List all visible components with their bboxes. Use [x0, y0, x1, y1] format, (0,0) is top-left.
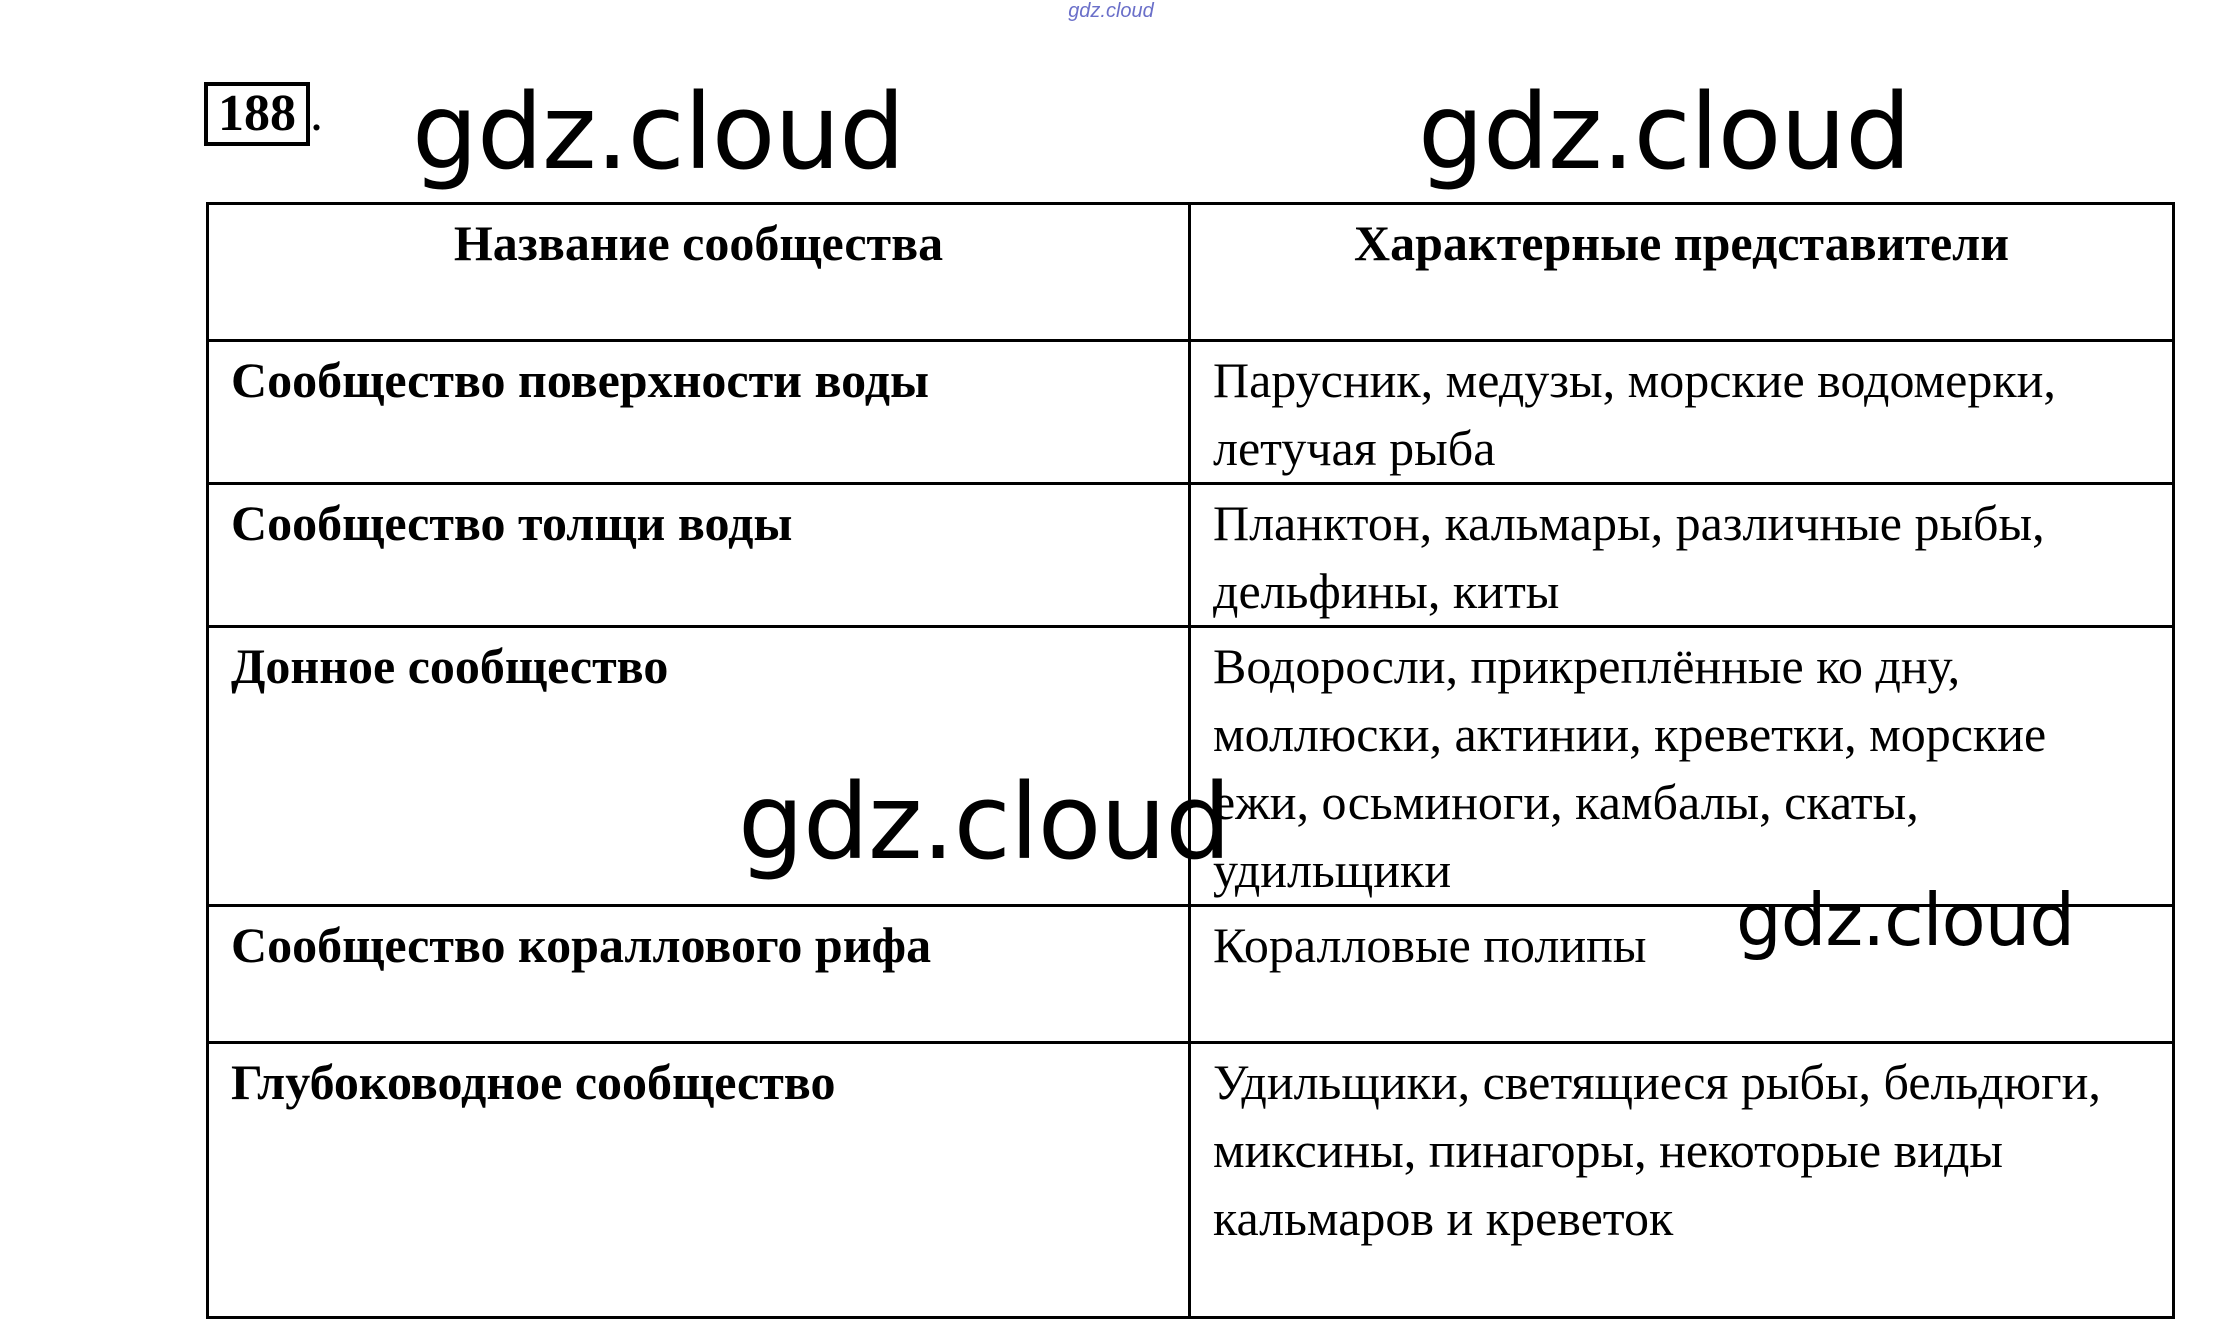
task-number-suffix: . [310, 85, 323, 142]
column-header-community: Название сообщества [208, 204, 1190, 341]
community-members: Парусник, медузы, морские водомерки, летучая рыба [1190, 341, 2174, 484]
table-row [208, 341, 2174, 484]
community-name: Сообщество толщи воды [208, 484, 1190, 627]
table-row [208, 484, 2174, 627]
watermark: gdz.cloud [412, 71, 905, 193]
table-header-row [208, 204, 2174, 341]
community-name: Сообщество кораллового рифа [208, 906, 1190, 1043]
community-name: Сообщество поверхности воды [208, 341, 1190, 484]
community-members: Планктон, кальмары, различные рыбы, дельфины, киты [1190, 484, 2174, 627]
watermark: gdz.cloud [738, 761, 1231, 883]
column-header-members: Характерные представители [1190, 204, 2174, 341]
watermark: gdz.cloud [1418, 71, 1911, 193]
task-number [204, 82, 323, 146]
community-members: Водоросли, прикреплённые ко дну, моллюски, актинии, креветки, морские ежи, осьминоги, камбалы, скаты, удильщики [1190, 627, 2174, 906]
watermark: gdz.cloud [1736, 878, 2075, 962]
community-name: Донное сообщество [208, 627, 1190, 906]
task-number-box: 188 [204, 82, 310, 146]
top-watermark: gdz.cloud [1068, 0, 1154, 22]
community-members: Коралловые полипы [1190, 906, 2174, 1043]
table-row [208, 1043, 2174, 1318]
community-members: Удильщики, светящиеся рыбы, бельдюги, миксины, пинагоры, некоторые виды кальмаров и креветок [1190, 1043, 2174, 1318]
community-name: Глубоководное сообщество [208, 1043, 1190, 1318]
